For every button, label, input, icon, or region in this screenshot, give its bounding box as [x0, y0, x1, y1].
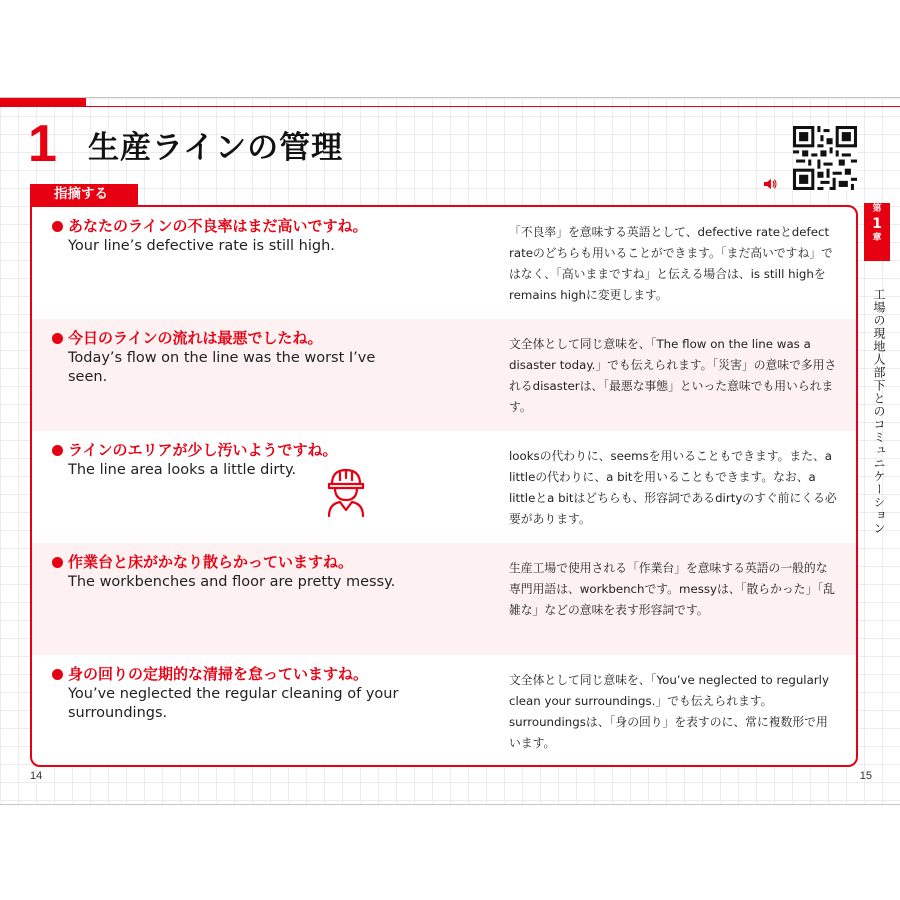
phrase-english: The workbenches and floor are pretty messy.: [68, 574, 396, 590]
phrase-english: The line area looks a little dirty.: [68, 462, 297, 478]
phrase-japanese: あなたのラインの不良率はまだ高いですね。: [52, 215, 368, 236]
category-tag: 指摘する: [30, 184, 138, 205]
bullet-dot-icon: [52, 333, 63, 344]
phrase-note: 「不良率」を意味する英語として、defective rateとdefect rateのどちらも用いることができます。「まだ高いですね」ではなく、「高いままですね」と伝える場合は、is still highをremains highに変更します。: [509, 225, 833, 302]
phrase-note: looksの代わりに、seemsを用いることもできます。また、a littleの代わりに、a bitを用いることもできます。なお、a littleとa bitはどちらも、形容詞であるdirtyのすぐ前にくる必要があります。: [509, 449, 837, 526]
bullet-dot-icon: [52, 557, 63, 568]
worker-helmet-icon: [324, 465, 368, 517]
bullet-dot-icon: [52, 221, 63, 232]
phrase-english: Your line’s defective rate is still high.: [68, 238, 335, 254]
chapter-tab[interactable]: [864, 203, 890, 261]
section-title: 生産ラインの管理: [88, 130, 344, 166]
chapter-number: 1: [872, 216, 882, 232]
phrase-row: [32, 319, 856, 431]
bullet-dot-icon: [52, 445, 63, 456]
phrase-japanese: ラインのエリアが少し汚いようですね。: [52, 439, 338, 460]
phrase-row: [32, 655, 856, 767]
book-spread: [0, 97, 900, 805]
page-number-left: 14: [30, 770, 43, 782]
top-accent-bar: [0, 98, 86, 107]
chapter-prefix: 第: [872, 204, 882, 214]
top-accent-line: [86, 106, 900, 107]
phrase-note: 生産工場で使用される「作業台」を意味する英語の一般的な専門用語は、workbenchです。messyは、「散らかった」「乱雑な」などの意味を表す形容詞です。: [509, 561, 835, 617]
section-number: 1: [28, 115, 57, 173]
phrase-english: You’ve neglected the regular cleaning of your surroundings.: [68, 686, 399, 721]
qr-code-icon[interactable]: [793, 126, 857, 190]
phrase-japanese: 作業台と床がかなり散らかっていますね。: [52, 551, 353, 572]
phrase-note: 文全体として同じ意味を、「The flow on the line was a disaster today.」でも伝えられます。「災害」の意味で多用されるdisasterは、「最悪な事態」といった意味でも用いられます。: [509, 337, 837, 414]
phrase-english: Today’s flow on the line was the worst I’ve seen.: [68, 350, 376, 385]
phrase-japanese: 身の回りの定期的な清掃を怠っていますね。: [52, 663, 368, 684]
phrase-row: [32, 431, 856, 543]
phrase-row: [32, 543, 856, 655]
phrases-panel: [30, 205, 858, 767]
phrase-note: 文全体として同じ意味を、「You’ve neglected to regularly clean your surroundings.」でも伝えられます。surroundingsは、「身の回り」を表すのに、常に複数形で用います。: [509, 673, 829, 750]
phrase-japanese: 今日のラインの流れは最悪でしたね。: [52, 327, 323, 348]
chapter-title: 工場の現地人部下とのコミュニケーション: [872, 288, 886, 535]
chapter-suffix: 章: [872, 233, 882, 243]
page-number-right: 15: [859, 770, 872, 782]
bullet-dot-icon: [52, 669, 63, 680]
phrase-row: [32, 207, 856, 319]
speaker-icon[interactable]: [763, 178, 777, 190]
